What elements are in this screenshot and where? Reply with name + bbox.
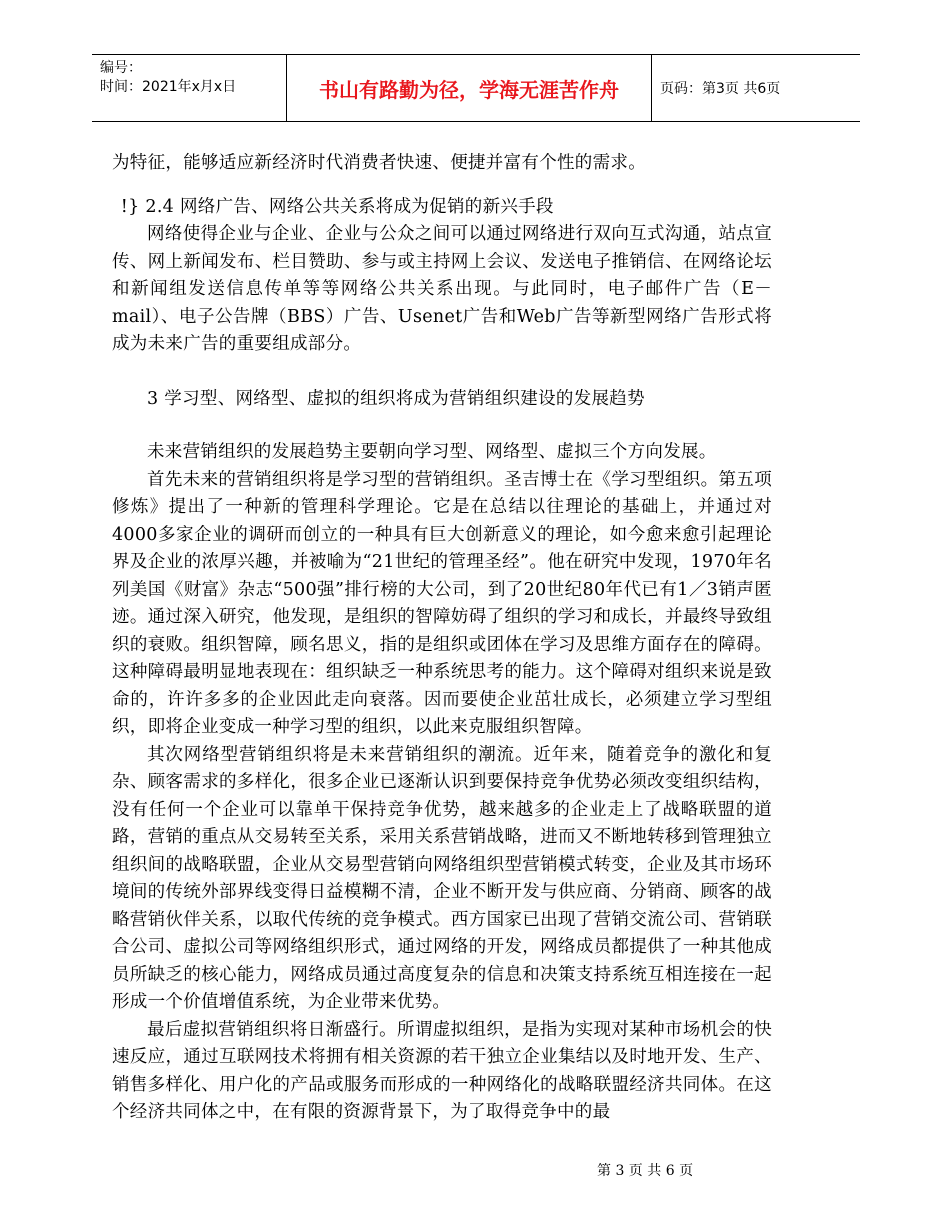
- paragraph: 最后虚拟营销组织将日渐盛行。所谓虚拟组织，是指为实现对某种市场机会的快速反应，通过互联网技术将拥有相关资源的若干独立企业集结以及时地开发、生产、销售多样化、用户化的产品或服务而形成的一种网络化的战略联盟经济共同体。在这个经济共同体之中，在有限的资源背景下，为了取得竞争中的最: [112, 1019, 772, 1122]
- subsection-heading: !} 2.4 网络广告、网络公共关系将成为促销的新兴手段: [120, 196, 554, 217]
- document-body: [112, 150, 772, 1127]
- paragraph: 未来营销组织的发展趋势主要朝向学习型、网络型、虚拟三个方向发展。: [147, 442, 717, 462]
- paragraph: 其次网络型营销组织将是未来营销组织的潮流。近年来，随着竞争的激化和复杂、顾客需求的多样化，很多企业已逐渐认识到要保持竞争优势必须改变组织结构，没有任何一个企业可以靠单干保持竞争优势，越来越多的企业走上了战略联盟的道路，营销的重点从交易转至关系，采用关系营销战略，进而又不断地转移到管理独立组织间的战略联盟，企业从交易型营销向网络组织型营销模式转变，企业及其市场环境间的传统外部界线变得日益模糊不清，企业不断开发与供应商、分销商、顾客的战略营销伙伴关系，以取代传统的竞争模式。西方国家已出现了营销交流公司、营销联合公司、虚拟公司等网络组织形式，通过网络的开发，网络成员都提供了一种其他成员所缺乏的核心能力，网络成员通过高度复杂的信息和决策支持系统互相连接在一起形成一个价值增值系统，为企业带来优势。: [112, 744, 772, 1012]
- header-page-info: 页码：第3页 共6页: [660, 81, 781, 97]
- header-motto: 书山有路勤为径，学海无涯苦作舟: [286, 55, 652, 121]
- page-header: [92, 54, 860, 122]
- paragraph-continuation: 为特征，能够适应新经济时代消费者快速、便捷并富有个性的需求。: [112, 153, 646, 173]
- paragraph: 网络使得企业与企业、企业与公众之间可以通过网络进行双向互式沟通，站点宣传、网上新闻发布、栏目赞助、参与或主持网上会议、发送电子推销信、在网络论坛和新闻组发送信息传单等等网络公共关系出现。与此同时，电子邮件广告（E－mail）、电子公告牌（BBS）广告、Usenet广告和Web广告等新型网络广告形式将成为未来广告的重要组成部分。: [112, 224, 772, 354]
- document-time: 时间：2021年x月x日: [100, 79, 237, 95]
- paragraph: 首先未来的营销组织将是学习型的营销组织。圣吉博士在《学习型组织。第五项修炼》提出了一种新的管理科学理论。它是在总结以往理论的基础上，并通过对4000多家企业的调研而创立的一种具有巨大创新意义的理论，如今愈来愈引起理论界及企业的浓厚兴趣，并被喻为“21世纪的管理圣经”。他在研究中发现，1970年名列美国《财富》杂志“500强”排行榜的大公司，到了20世纪80年代已有1／3销声匿迹。通过深入研究，他发现，是组织的智障妨碍了组织的学习和成长，并最终导致组织的衰败。组织智障，顾名思义，指的是组织或团体在学习及思维方面存在的障碍。这种障碍最明显地表现在：组织缺乏一种系统思考的能力。这个障碍对组织来说是致命的，许许多多的企业因此走向衰落。因而要使企业茁壮成长，必须建立学习型组织，即将企业变成一种学习型的组织，以此来克服组织智障。: [112, 469, 772, 737]
- section-heading: 3 学习型、网络型、虚拟的组织将成为营销组织建设的发展趋势: [147, 388, 645, 409]
- header-meta: [92, 55, 286, 121]
- page-footer: 第 3 页 共 6 页: [597, 1163, 694, 1179]
- document-number-label: 编号：: [100, 60, 142, 76]
